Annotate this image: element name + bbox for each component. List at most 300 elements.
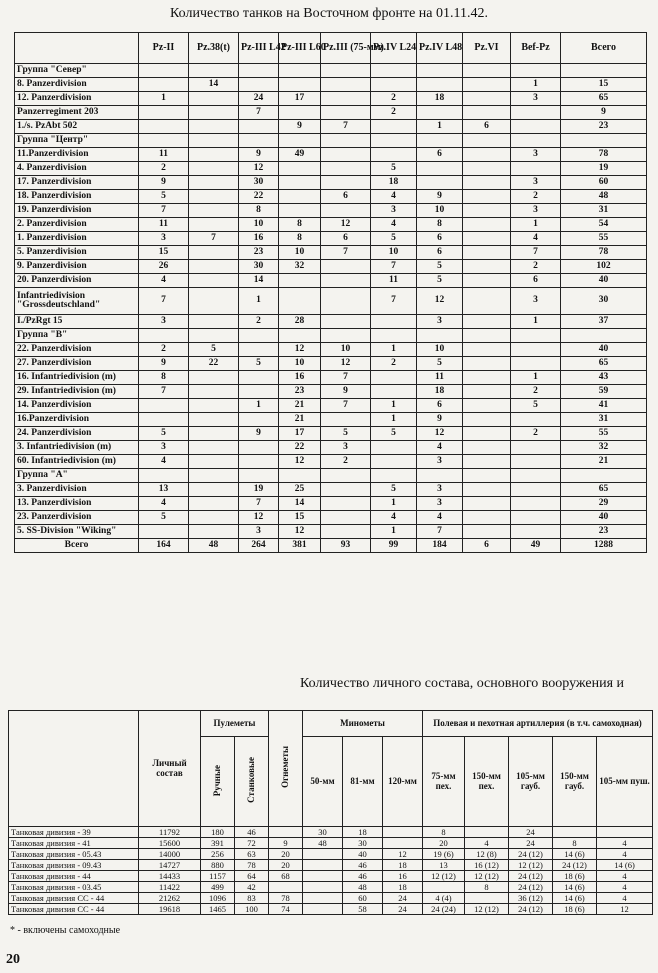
table-cell: 9	[269, 838, 303, 849]
row-label: 20. Panzerdivision	[15, 274, 139, 288]
table-cell: 24 (12)	[509, 904, 553, 915]
table-cell: 12 (12)	[465, 871, 509, 882]
table-cell: 3	[139, 315, 189, 329]
table-cell	[239, 78, 279, 92]
table-cell	[269, 882, 303, 893]
table-cell	[511, 357, 561, 371]
table-cell: 23	[561, 120, 647, 134]
table-cell: 2	[371, 106, 417, 120]
table-cell	[463, 441, 511, 455]
table-cell: 7	[371, 260, 417, 274]
art-150p-header: 150-мм пех.	[465, 737, 509, 827]
table-cell: 55	[561, 427, 647, 441]
art-75-header: 75-мм пех.	[423, 737, 465, 827]
table-cell	[463, 399, 511, 413]
table-row	[15, 92, 647, 106]
table-cell: 48	[561, 190, 647, 204]
flamethrower-header-label: Огнеметы	[279, 746, 290, 789]
table-cell: 9	[321, 385, 371, 399]
table-cell: 19	[561, 162, 647, 176]
table-cell: 5	[371, 483, 417, 497]
table-cell: 12	[279, 455, 321, 469]
table-cell: 78	[235, 860, 269, 871]
table-cell: 5	[417, 260, 463, 274]
table-cell	[597, 827, 653, 838]
empty-cell	[463, 469, 511, 483]
table-cell	[189, 525, 239, 539]
empty-cell	[139, 64, 189, 78]
table-cell	[321, 148, 371, 162]
table-cell	[139, 78, 189, 92]
table-cell: 4 (4)	[423, 893, 465, 904]
table-cell: 2	[239, 315, 279, 329]
table-cell: 14433	[139, 871, 201, 882]
table-cell: 12	[279, 343, 321, 357]
table-cell: 63	[235, 849, 269, 860]
empty-cell	[239, 329, 279, 343]
table-row	[9, 860, 653, 871]
table-cell: 20	[269, 849, 303, 860]
table-cell	[371, 441, 417, 455]
table-cell: 48	[189, 539, 239, 553]
row-label: Танковая дивизия - 39	[9, 827, 139, 838]
table-cell: 3	[417, 455, 463, 469]
tanks-header-cell	[15, 33, 139, 64]
art-105p-header: 105-мм пуш.	[597, 737, 653, 827]
page-number: 20	[6, 952, 20, 967]
table-cell: 6	[321, 232, 371, 246]
table-cell	[189, 148, 239, 162]
table-cell: 12	[239, 162, 279, 176]
table-cell: 54	[561, 218, 647, 232]
row-label: 3. Panzerdivision	[15, 483, 139, 497]
row-label: 4. Panzerdivision	[15, 162, 139, 176]
empty-cell	[279, 329, 321, 343]
empty-cell	[189, 64, 239, 78]
table-row	[15, 483, 647, 497]
table-cell: 18	[383, 860, 423, 871]
table-cell: 264	[239, 539, 279, 553]
row-label: 13. Panzerdivision	[15, 497, 139, 511]
art-105g-header: 105-мм гауб.	[509, 737, 553, 827]
table-cell: 11	[371, 274, 417, 288]
table-cell	[371, 120, 417, 134]
table-cell: 60	[561, 176, 647, 190]
table-cell	[463, 525, 511, 539]
table-cell: 1	[511, 78, 561, 92]
empty-cell	[371, 64, 417, 78]
table-cell: 2	[511, 385, 561, 399]
table-cell	[417, 176, 463, 190]
table-cell: 1	[239, 399, 279, 413]
table-row	[15, 274, 647, 288]
table-cell	[463, 148, 511, 162]
table-cell	[279, 288, 321, 315]
table-cell	[463, 204, 511, 218]
table-cell	[321, 497, 371, 511]
table-cell: 41	[561, 399, 647, 413]
table-cell	[189, 246, 239, 260]
table-cell: 24 (24)	[423, 904, 465, 915]
table-cell: 2	[371, 357, 417, 371]
table-cell: 1096	[201, 893, 235, 904]
table-cell: 46	[343, 871, 383, 882]
table-cell	[371, 315, 417, 329]
table-cell: 31	[561, 204, 647, 218]
table-cell: 10	[417, 204, 463, 218]
table-row	[15, 371, 647, 385]
table-row	[9, 827, 653, 838]
table-cell: 3	[417, 483, 463, 497]
table-cell	[511, 497, 561, 511]
table-cell	[463, 218, 511, 232]
table-cell: 60	[343, 893, 383, 904]
mg-stand-header	[235, 737, 269, 827]
table-cell: 78	[561, 148, 647, 162]
table-cell: 6	[511, 274, 561, 288]
table-cell: 12 (12)	[509, 860, 553, 871]
table-cell	[189, 385, 239, 399]
table-cell: 12 (12)	[423, 871, 465, 882]
table-cell: 21	[279, 399, 321, 413]
table-cell: 2	[511, 260, 561, 274]
table-cell	[321, 260, 371, 274]
table-row	[15, 148, 647, 162]
row-label: 23. Panzerdivision	[15, 511, 139, 525]
row-label: Танковая дивизия - 09.43	[9, 860, 139, 871]
table-cell: 21	[279, 413, 321, 427]
table-cell: 14727	[139, 860, 201, 871]
empty-cell	[371, 134, 417, 148]
table-cell: 24 (12)	[509, 882, 553, 893]
table-cell	[321, 204, 371, 218]
table-cell: 7	[417, 525, 463, 539]
table-cell: 8	[417, 218, 463, 232]
row-label: 11.Panzerdivision	[15, 148, 139, 162]
table-cell	[463, 357, 511, 371]
table-cell: 2	[321, 455, 371, 469]
table-cell: 16	[383, 871, 423, 882]
row-label: 2. Panzerdivision	[15, 218, 139, 232]
row-label: 16.Panzerdivision	[15, 413, 139, 427]
table-cell: 31	[561, 413, 647, 427]
table-cell: 9	[417, 413, 463, 427]
table-cell: 1	[417, 120, 463, 134]
empty-cell	[417, 329, 463, 343]
table-cell: 4	[371, 190, 417, 204]
table-row	[15, 413, 647, 427]
table-cell: 15	[279, 511, 321, 525]
table-cell: 11792	[139, 827, 201, 838]
empty-cell	[561, 134, 647, 148]
table-cell: 19	[239, 483, 279, 497]
table-cell	[371, 385, 417, 399]
table-cell: 11	[139, 218, 189, 232]
table-cell	[189, 483, 239, 497]
group-row	[15, 134, 647, 148]
table-cell: 17	[279, 92, 321, 106]
table-cell: 72	[235, 838, 269, 849]
table-cell: 3	[417, 315, 463, 329]
table-cell: 14 (6)	[597, 860, 653, 871]
table-cell	[463, 106, 511, 120]
tanks-header-cell: Pz-III L60	[279, 33, 321, 64]
table-cell: 12	[417, 288, 463, 315]
tank-table-title: Количество танков на Восточном фронте на 01.11.42.	[170, 6, 488, 21]
table-cell	[239, 413, 279, 427]
personnel-header: Личный состав	[139, 711, 201, 827]
table-cell: 9	[239, 427, 279, 441]
table-cell	[465, 827, 509, 838]
table-cell	[303, 860, 343, 871]
table-cell: 9	[279, 120, 321, 134]
row-label: 29. Infantriedivision (m)	[15, 385, 139, 399]
table-cell: 8	[239, 204, 279, 218]
table-cell	[189, 315, 239, 329]
table-row	[15, 120, 647, 134]
tanks-header-cell: Всего	[561, 33, 647, 64]
table-cell: 58	[343, 904, 383, 915]
table-cell: 49	[279, 148, 321, 162]
table-cell	[303, 882, 343, 893]
row-label: Танковая дивизия - 44	[9, 871, 139, 882]
table-row	[15, 106, 647, 120]
table-cell	[463, 260, 511, 274]
table-cell: 5	[139, 427, 189, 441]
table-cell: 3	[321, 441, 371, 455]
art-150g-header: 150-мм гауб.	[553, 737, 597, 827]
mortar-81-header: 81-мм	[343, 737, 383, 827]
table-row	[15, 525, 647, 539]
table-cell	[189, 260, 239, 274]
table-cell: 5	[371, 232, 417, 246]
table-cell	[511, 483, 561, 497]
empty-cell	[239, 469, 279, 483]
table-cell: 3	[511, 288, 561, 315]
table-cell	[417, 78, 463, 92]
table-cell: 14 (6)	[553, 893, 597, 904]
table-cell	[239, 343, 279, 357]
table-cell: 5	[417, 357, 463, 371]
table-cell: 13	[139, 483, 189, 497]
group-label: Группа "B"	[15, 329, 139, 343]
table-cell	[321, 78, 371, 92]
table-cell: 99	[371, 539, 417, 553]
table-cell: 1	[511, 218, 561, 232]
table-cell	[463, 427, 511, 441]
empty-cell	[511, 134, 561, 148]
table-cell: 24 (12)	[509, 871, 553, 882]
table-cell: 25	[279, 483, 321, 497]
table-cell: 29	[561, 497, 647, 511]
mortar-50-header: 50-мм	[303, 737, 343, 827]
table-cell	[553, 827, 597, 838]
empty-cell	[139, 329, 189, 343]
group-row	[15, 329, 647, 343]
row-label: 5. SS-Division "Wiking"	[15, 525, 139, 539]
table-cell	[371, 455, 417, 469]
table-cell: 4	[417, 441, 463, 455]
table-cell: 40	[561, 343, 647, 357]
table-cell: 4	[371, 218, 417, 232]
group-label: Группа "Центр"	[15, 134, 139, 148]
table-cell: 1	[371, 343, 417, 357]
table-row	[15, 78, 647, 92]
table-cell	[189, 441, 239, 455]
table-cell: 37	[561, 315, 647, 329]
table-cell	[321, 176, 371, 190]
table-row	[15, 497, 647, 511]
row-label: 3. Infantriedivision (m)	[15, 441, 139, 455]
table-cell: 14 (6)	[553, 882, 597, 893]
table-row	[9, 849, 653, 860]
table-row	[15, 218, 647, 232]
table-cell: 23	[239, 246, 279, 260]
table-cell: 22	[239, 190, 279, 204]
table-cell: 9	[239, 148, 279, 162]
table-cell: 6	[417, 148, 463, 162]
row-label: 12. Panzerdivision	[15, 92, 139, 106]
table-row	[15, 399, 647, 413]
table-cell: 40	[343, 849, 383, 860]
table-cell: 1	[371, 399, 417, 413]
table-cell	[279, 78, 321, 92]
table-cell: 5	[511, 399, 561, 413]
table-cell: 36 (12)	[509, 893, 553, 904]
table-row	[15, 176, 647, 190]
table-cell	[321, 92, 371, 106]
table-row	[15, 343, 647, 357]
table-cell: 3	[239, 525, 279, 539]
table-cell: 180	[201, 827, 235, 838]
table-cell: 15600	[139, 838, 201, 849]
mortars-header: Минометы	[303, 711, 423, 737]
table-cell	[371, 148, 417, 162]
table-cell: 3	[511, 204, 561, 218]
table-cell	[189, 497, 239, 511]
row-label: 8. Panzerdivision	[15, 78, 139, 92]
table-cell: 2	[511, 427, 561, 441]
table-row	[15, 246, 647, 260]
table-cell: 10	[279, 246, 321, 260]
table-cell	[139, 525, 189, 539]
table-cell	[189, 218, 239, 232]
table-cell	[463, 497, 511, 511]
table-cell	[465, 893, 509, 904]
table-cell: 49	[511, 539, 561, 553]
table-row	[15, 455, 647, 469]
table-cell	[189, 511, 239, 525]
row-label: 27. Panzerdivision	[15, 357, 139, 371]
table-cell: 20	[269, 860, 303, 871]
table-cell	[189, 92, 239, 106]
table-cell: 8	[279, 232, 321, 246]
table-cell	[279, 162, 321, 176]
table-cell: 65	[561, 92, 647, 106]
table-row	[15, 315, 647, 329]
table-cell: 1465	[201, 904, 235, 915]
table-cell: 5	[239, 357, 279, 371]
row-label: 16. Infantriedivision (m)	[15, 371, 139, 385]
table-cell: 3	[417, 497, 463, 511]
table-cell: 4	[139, 497, 189, 511]
table-cell: 12	[279, 525, 321, 539]
table-cell: 5	[371, 162, 417, 176]
artillery-header: Полевая и пехотная артиллерия (в т.ч. самоходная)	[423, 711, 653, 737]
table-cell: 4	[597, 849, 653, 860]
table-cell: 7	[239, 106, 279, 120]
empty-cell	[321, 329, 371, 343]
table-cell: 68	[269, 871, 303, 882]
row-label: 14. Panzerdivision	[15, 399, 139, 413]
table-cell	[321, 511, 371, 525]
table-cell	[303, 849, 343, 860]
table-cell: 6	[463, 539, 511, 553]
table-cell: 48	[343, 882, 383, 893]
table-cell: 19618	[139, 904, 201, 915]
table-cell: 43	[561, 371, 647, 385]
mg-header: Пулеметы	[201, 711, 269, 737]
table-cell: 83	[235, 893, 269, 904]
table-cell: 20	[423, 838, 465, 849]
table-cell: 9	[139, 176, 189, 190]
table-cell	[463, 511, 511, 525]
table-cell: 7	[139, 204, 189, 218]
table-cell: 30	[239, 260, 279, 274]
table-cell	[511, 120, 561, 134]
empty-cell	[463, 329, 511, 343]
footnote: * - включены самоходные	[10, 925, 121, 936]
table-cell: 5	[139, 511, 189, 525]
table-cell	[139, 413, 189, 427]
table-cell	[239, 120, 279, 134]
table-row	[9, 904, 653, 915]
table-row	[15, 357, 647, 371]
row-label: I./PzRgt 15	[15, 315, 139, 329]
table-row	[9, 838, 653, 849]
table-cell: 7	[139, 288, 189, 315]
mortar-120-header: 120-мм	[383, 737, 423, 827]
table-row	[9, 871, 653, 882]
table-cell: 8	[553, 838, 597, 849]
table-cell: 11422	[139, 882, 201, 893]
empty-cell	[189, 134, 239, 148]
table-cell	[139, 120, 189, 134]
row-label: Panzerregiment 203	[15, 106, 139, 120]
table-cell: 1157	[201, 871, 235, 882]
table-cell: 18	[383, 882, 423, 893]
group-row	[15, 469, 647, 483]
flamethrower-header	[269, 711, 303, 827]
table-cell: 2	[371, 92, 417, 106]
empty-cell	[463, 134, 511, 148]
table-cell: 184	[417, 539, 463, 553]
table-cell	[511, 511, 561, 525]
table-cell: 22	[189, 357, 239, 371]
table-cell: 5	[371, 427, 417, 441]
table-cell: 6	[321, 190, 371, 204]
table-cell	[189, 162, 239, 176]
table-cell: 1	[239, 288, 279, 315]
table-cell: 65	[561, 483, 647, 497]
table-cell: 14 (6)	[553, 849, 597, 860]
personnel-table	[8, 710, 653, 915]
row-label: 24. Panzerdivision	[15, 427, 139, 441]
table-cell: 10	[417, 343, 463, 357]
empty-cell	[239, 64, 279, 78]
division-header	[9, 711, 139, 827]
table-cell: 32	[279, 260, 321, 274]
